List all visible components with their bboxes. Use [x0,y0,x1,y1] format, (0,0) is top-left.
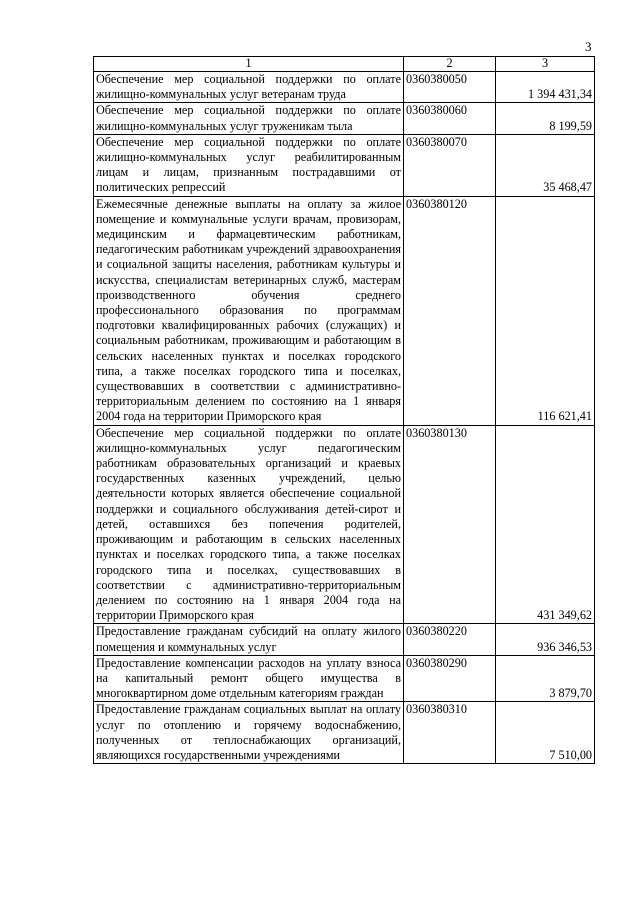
table-row [94,72,595,103]
table-row [94,196,595,425]
table-row [94,103,595,134]
row-description: Обеспечение мер социальной поддержки по оплате жилищно-коммунальных услуг педагогическим работникам образовательных организаций и краевых государственных казенных учреждений, целью деятельности которых является обеспечение социальной поддержки и социального обслуживания детей-сирот и детей, оставшихся без попечения родителей, проживающим и работающим в сельских населенных пунктах и поселках городского типа, а также поселках городского типа и поселках, существовавших в соответствии с административно-территориальным делением по состоянию на 1 января 2004 года на территории Приморского края [94,425,404,624]
row-code: 0360380220 [404,624,496,655]
row-code: 0360380290 [404,655,496,702]
row-code: 0360380070 [404,134,496,196]
row-description: Обеспечение мер социальной поддержки по оплате жилищно-коммунальных услуг труженикам тыла [94,103,404,134]
page-number: 3 [585,39,592,54]
row-amount: 35 468,47 [496,134,595,196]
row-amount: 3 879,70 [496,655,595,702]
row-amount: 936 346,53 [496,624,595,655]
row-amount: 431 349,62 [496,425,595,624]
row-description: Обеспечение мер социальной поддержки по оплате жилищно-коммунальных услуг реабилитированным лицам и лицам, признанным пострадавшими от политических репрессий [94,134,404,196]
column-header-3: 3 [496,57,595,72]
row-amount: 8 199,59 [496,103,595,134]
budget-table [93,56,595,764]
row-description: Ежемесячные денежные выплаты на оплату за жилое помещение и коммунальные услуги врачам, провизорам, медицинским и фармацевтическим работникам, педагогическим работникам учреждений здравоохранения и социальной защиты населения, работникам культуры и искусства, специалистам ветеринарных служб, мастерам производственного обучения среднего профессионального образования по программам подготовки квалифицированных рабочих (служащих) и социальным работникам, проживающим и работающим в сельских населенных пунктах и поселках городского типа, а также поселках городского типа и поселках, существовавших в соответствии с административно-территориальным делением по состоянию на 1 января 2004 года на территории Приморского края [94,196,404,425]
table-row [94,134,595,196]
table-header-row [94,57,595,72]
table-row [94,624,595,655]
row-code: 0360380050 [404,72,496,103]
row-description: Предоставление гражданам социальных выплат на оплату услуг по отоплению и горячему водоснабжению, полученных от теплоснабжающих организаций, являющихся государственными учреждениями [94,702,404,764]
row-amount: 116 621,41 [496,196,595,425]
row-code: 0360380130 [404,425,496,624]
row-description: Предоставление компенсации расходов на уплату взноса на капитальный ремонт общего имущества в многоквартирном доме отдельным категориям граждан [94,655,404,702]
column-header-2: 2 [404,57,496,72]
table-row [94,702,595,764]
column-header-1: 1 [94,57,404,72]
row-amount: 1 394 431,34 [496,72,595,103]
row-code: 0360380310 [404,702,496,764]
row-description: Обеспечение мер социальной поддержки по оплате жилищно-коммунальных услуг ветеранам труда [94,72,404,103]
table-row [94,655,595,702]
row-code: 0360380060 [404,103,496,134]
row-amount: 7 510,00 [496,702,595,764]
row-description: Предоставление гражданам субсидий на оплату жилого помещения и коммунальных услуг [94,624,404,655]
row-code: 0360380120 [404,196,496,425]
table-row [94,425,595,624]
